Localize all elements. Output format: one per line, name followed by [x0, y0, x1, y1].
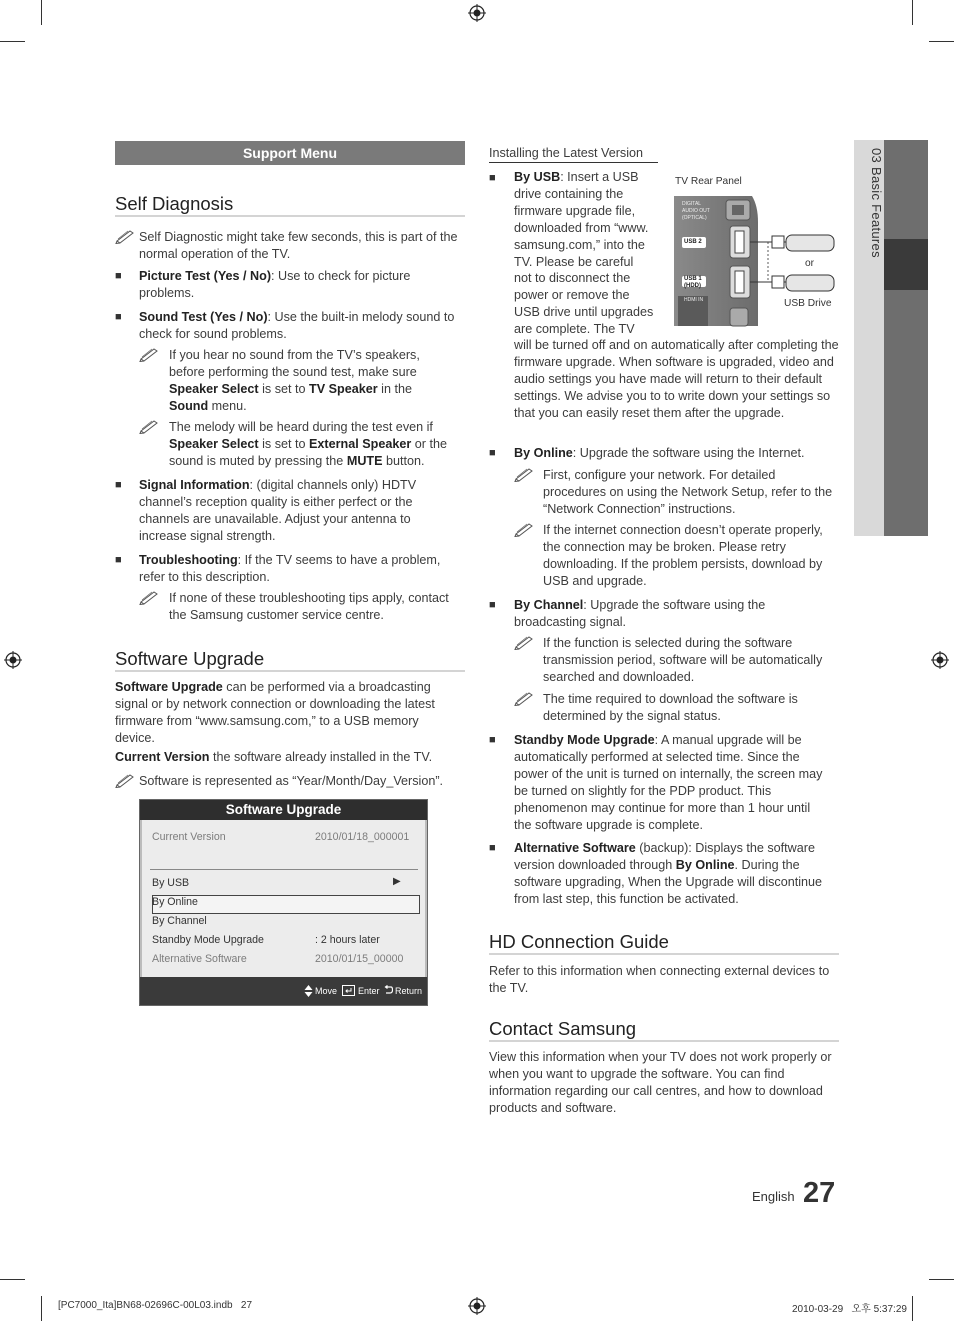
bullet-square: ■ [489, 842, 496, 854]
software-upgrade-intro [115, 679, 455, 747]
registration-mark-icon [4, 651, 22, 669]
port-hdd-label: (HDD) [684, 283, 701, 289]
contact-samsung-text: View this information when your TV does not work properly or when you want to upgrade the software. You can find information regarding our call centres, and how to download products and software. [489, 1050, 832, 1115]
melody-note [169, 419, 467, 470]
osd-by-online[interactable]: By Online [152, 896, 198, 908]
by-online-text: : Upgrade the software using the Internet. [572, 446, 805, 460]
registration-mark-icon [468, 1297, 486, 1315]
note-text: or the sound is muted by pressing the [169, 436, 447, 468]
side-tab-dark-strip [884, 140, 928, 536]
bullet-square: ■ [489, 599, 496, 611]
osd-footer [140, 977, 427, 1005]
osd-standby-value: : 2 hours later [315, 934, 380, 946]
osd-move-label: Move [315, 986, 338, 996]
tv-rear-panel-label: TV Rear Panel [675, 176, 742, 187]
intro-bold: Software Upgrade [115, 680, 223, 694]
sound-test-label: Sound Test (Yes / No) [139, 310, 268, 324]
note-pencil-icon [514, 690, 534, 706]
crop-mark [912, 1296, 913, 1321]
note-text: button. [382, 453, 425, 468]
bullet-square: ■ [115, 311, 122, 323]
bullet-square: ■ [489, 447, 496, 459]
by-usb-line: USB drive until upgrades [514, 305, 654, 320]
heading-rule [115, 670, 465, 672]
picture-test-text: : Use to check for picture problems. [139, 269, 411, 300]
crop-mark [0, 41, 25, 42]
note-text: is set to [258, 381, 310, 396]
port-digital-label: DIGITAL [682, 201, 702, 207]
osd-divider [150, 869, 418, 870]
sound-test-text: : Use the built-in melody sound to check for sound problems. [139, 310, 455, 341]
signal-info-item [139, 477, 429, 545]
alternative-software-item [514, 840, 834, 908]
osd-current-value: 2010/01/18_000001 [315, 831, 410, 843]
picture-test-item [139, 268, 465, 302]
footer-file-info: [PC7000_Ita]BN68-02696C-00L03.indb 27 [58, 1300, 253, 1311]
bullet-square: ■ [489, 172, 496, 184]
osd-enter-label: Enter [358, 986, 380, 996]
by-online-label: By Online [514, 446, 573, 460]
by-usb-text: : Insert a USB [560, 170, 639, 184]
online-note-1: First, configure your network. For detailed procedures on using the Network Setup, refer to the “Network Connection” instructions. [543, 468, 833, 516]
port-optical-label: (OPTICAL) [682, 215, 707, 221]
note-pencil-icon [139, 589, 159, 605]
current-version-desc: the software already installed in the TV. [209, 750, 433, 764]
by-usb-line: drive containing the [514, 186, 624, 201]
hd-connection-guide-text: Refer to this information when connecting external devices to the TV. [489, 964, 830, 995]
hd-connection-guide-heading: HD Connection Guide [489, 931, 669, 952]
crop-mark [0, 1279, 25, 1280]
troubleshooting-item [139, 552, 459, 586]
note-pencil-icon [139, 346, 159, 362]
osd-return-label: Return [395, 986, 423, 996]
or-label: or [805, 258, 815, 269]
play-arrow-icon: ▶ [393, 876, 401, 887]
footer-timestamp: 2010-03-29 오후 5:37:29 [792, 1304, 907, 1315]
heading-rule [489, 953, 839, 955]
port-usb1-label: USB 1 [684, 276, 702, 282]
bullet-square: ■ [115, 270, 122, 282]
self-diagnosis-note: Self Diagnostic might take few seconds, this is part of the normal operation of the TV. [139, 230, 458, 261]
by-channel-label: By Channel [514, 598, 584, 612]
by-usb-line: samsung.com,” into the [514, 237, 645, 252]
standby-upgrade-text: : A manual upgrade will be automatically performed at selected time. Since the power of the unit is turned on internally, the screen may be turned on slightly for the PDP product. This phenomenon may continue for more than 1 hour until the software upgrade is complete. [514, 733, 823, 832]
by-usb-label: By USB [514, 170, 561, 184]
osd-alt-value: 2010/01/15_00000 [315, 953, 404, 965]
side-tab-marker [884, 239, 928, 290]
page-number: 27 [803, 1177, 836, 1209]
by-usb-line: not to disconnect the [514, 271, 631, 286]
crop-mark [41, 1296, 42, 1321]
note-text: menu. [208, 398, 247, 413]
port-usb2-label: USB 2 [684, 239, 702, 245]
bullet-square: ■ [115, 554, 122, 566]
channel-note-2: The time required to download the software is determined by the signal status. [543, 692, 798, 723]
note-text: The melody will be heard during the test even if [169, 420, 433, 434]
return-icon [383, 985, 393, 996]
sound-test-item [139, 309, 467, 343]
alt-text: (backup): Displays the software version downloaded through [514, 841, 815, 872]
self-diagnosis-heading: Self Diagnosis [115, 193, 234, 214]
signal-info-text: : (digital channels only) HDTV channel’s reception quality is either perfect or the channels are unavailable. Adjust your antenna to increase signal strength. [139, 478, 417, 543]
alt-bold: By Online [675, 857, 735, 872]
channel-note-1: If the function is selected during the software transmission period, software will be automatically searched and downloaded. [543, 636, 823, 684]
move-arrows-icon [304, 985, 313, 997]
note-text: is set to [258, 436, 310, 451]
by-usb-line: TV. Please be careful [514, 254, 634, 269]
heading-rule [489, 1040, 839, 1042]
note-bold: External Speaker [309, 436, 412, 451]
note-text: If you hear no sound from the TV’s speakers, before performing the sound test, make sure [169, 348, 420, 379]
by-usb-item [514, 169, 674, 338]
note-pencil-icon [115, 772, 135, 788]
by-channel-text: : Upgrade the software using the broadcasting signal. [514, 598, 766, 629]
port-hdmi-label: HDMI IN [684, 297, 704, 303]
current-version-text [115, 749, 465, 766]
osd-current-label: Current Version [152, 831, 226, 843]
crop-mark [912, 0, 913, 25]
alt-text: . During the software upgrading, When the Upgrade will discontinue from last step, this function be activated. [514, 857, 823, 906]
note-pencil-icon [514, 466, 534, 482]
osd-title: Software Upgrade [140, 800, 427, 820]
note-pencil-icon [139, 418, 159, 434]
by-usb-line: downloaded from “www. [514, 220, 649, 235]
osd-body [142, 820, 425, 977]
picture-test-label: Picture Test (Yes / No) [139, 269, 272, 283]
troubleshooting-note: If none of these troubleshooting tips apply, contact the Samsung customer service centre. [169, 591, 449, 622]
bullet-square: ■ [489, 734, 496, 746]
online-note-2: If the internet connection doesn’t operate properly, the connection may be broken. Please retry downloading. If the problem persists, download by USB and upgrade. [543, 523, 823, 588]
signal-info-label: Signal Information [139, 478, 250, 492]
note-bold: Speaker Select [169, 381, 259, 396]
support-menu-bar: Support Menu [115, 141, 465, 165]
intro-text: can be performed via a broadcasting signal or by network connection or downloading the latest firmware from “www.samsung.com,” to a USB memory device. [115, 680, 435, 745]
note-bold: MUTE [346, 453, 383, 468]
osd-standby-label[interactable]: Standby Mode Upgrade [152, 934, 264, 946]
osd-alt-label[interactable]: Alternative Software [152, 953, 247, 965]
enter-icon [342, 985, 355, 996]
crop-mark [41, 0, 42, 25]
osd-by-usb[interactable]: By USB [152, 877, 190, 889]
side-tab-label: 03 Basic Features [869, 148, 884, 258]
footer-language: English [752, 1189, 795, 1204]
current-version-bold: Current Version [115, 750, 210, 764]
note-pencil-icon [115, 228, 135, 244]
standby-upgrade-label: Standby Mode Upgrade [514, 733, 655, 747]
note-pencil-icon [514, 521, 534, 537]
osd-by-channel[interactable]: By Channel [152, 915, 207, 927]
port-audio-label: AUDIO OUT [682, 208, 710, 214]
by-usb-line: power or remove the [514, 288, 630, 303]
bullet-square: ■ [115, 479, 122, 491]
version-format-note: Software is represented as “Year/Month/Day_Version”. [139, 774, 444, 788]
usb-drive-label: USB Drive [784, 298, 832, 309]
heading-rule [115, 215, 465, 217]
troubleshooting-text: : If the TV seems to have a problem, refer to this description. [139, 553, 441, 584]
sound-test-note [169, 347, 439, 415]
by-usb-line: are complete. The TV [514, 322, 635, 337]
installing-heading [489, 145, 643, 162]
installing-underline [489, 162, 658, 163]
crop-mark [929, 41, 954, 42]
by-usb-line-1 [514, 169, 674, 186]
alternative-software-label: Alternative Software [514, 841, 636, 855]
software-upgrade-heading: Software Upgrade [115, 648, 265, 669]
note-bold: TV Speaker [309, 381, 378, 396]
contact-samsung-heading: Contact Samsung [489, 1018, 637, 1039]
note-bold: Speaker Select [169, 436, 259, 451]
by-channel-item [514, 597, 814, 631]
note-text: in the [377, 381, 412, 396]
by-usb-line: firmware upgrade file, [514, 203, 636, 218]
registration-mark-icon [931, 651, 949, 669]
standby-upgrade-item [514, 732, 826, 833]
crop-mark [929, 1279, 954, 1280]
note-bold: Sound [169, 398, 209, 413]
registration-mark-icon [468, 4, 486, 22]
software-upgrade-osd [139, 799, 428, 1006]
troubleshooting-label: Troubleshooting [139, 553, 238, 567]
by-usb-continued: will be turned off and on automatically after completing the firmware upgrade. When software is upgraded, video and audio settings you have made will return to their default settings. We advise you to to write down your settings so that you can easily reset them after the upgrade. [514, 338, 839, 420]
note-pencil-icon [514, 634, 534, 650]
by-online-item [514, 445, 840, 462]
installing-heading-text: Installing the Latest Version [489, 146, 644, 160]
